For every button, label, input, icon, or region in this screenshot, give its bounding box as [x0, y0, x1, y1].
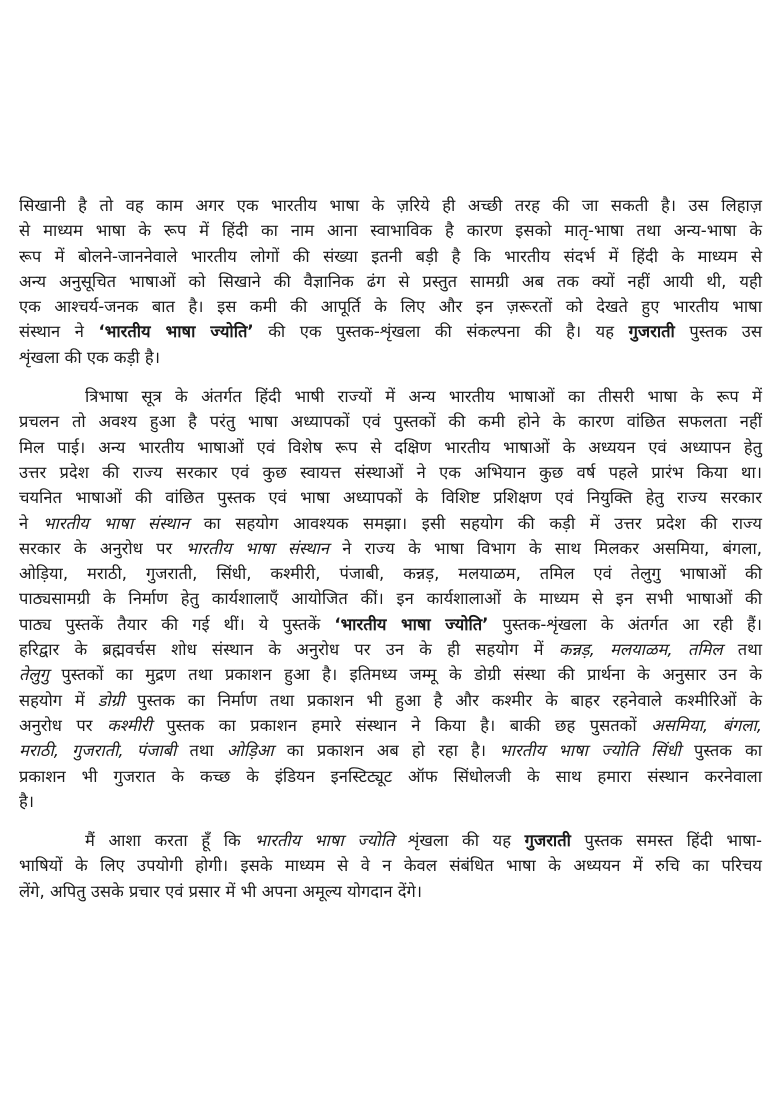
text-line [19, 460, 762, 485]
text-run: का प्रकाशन अब हो रहा है। [273, 741, 500, 761]
italic-text: कन्नड़, मलयाळम, तमिल [558, 640, 723, 660]
text-run: का सहयोग आवश्यक समझा। इसी सहयोग की कड़ी में उत्तर प्रदेश की राज्य [189, 513, 762, 533]
text-line [19, 688, 762, 713]
text-run: शृंखला की यह [394, 831, 525, 851]
italic-text: ओड़िआ [226, 741, 274, 761]
text-line [19, 511, 762, 536]
text-run: पाठ्य पुस्तकें तैयार की गई थीं। ये पुस्तकें [19, 614, 335, 634]
text-line [19, 435, 762, 460]
bold-text: गुजराती [628, 322, 675, 342]
text-run: पाठ्यसामग्री के निर्माण हेतु कार्यशालाएँ आयोजित कीं। इन कार्यशालाओं के माध्यम से इन सभी भाषाओं की [19, 589, 762, 609]
text-run: त्रिभाषा सूत्र के अंतर्गत हिंदी भाषी राज्यों में अन्य भारतीय भाषाओं का तीसरी भाषा के रूप में [85, 387, 762, 407]
text-line [19, 244, 762, 269]
text-line [19, 612, 762, 637]
text-run: शृंखला की एक कड़ी है। [19, 347, 160, 367]
text-run: चयनित भाषाओं की वांछित पुस्तक एवं भाषा अध्यापकों के विशिष्ट प्रशिक्षण एवं नियुक्ति हेतु राज्य सरकार [19, 488, 762, 508]
text-run: पुस्तक का निर्माण तथा प्रकाशन भी हुआ है और कश्मीर के बाहर रहनेवाले कश्मीरिओं के [124, 690, 762, 710]
text-run: अन्य अनुसूचित भाषाओं को सिखाने की वैज्ञानिक ढंग से प्रस्तुत सामग्री अब तक क्यों नहीं आयी थी, यही [19, 271, 762, 291]
text-line [19, 586, 762, 611]
text-line [19, 536, 762, 561]
italic-text: भारतीय भाषा संस्थान [42, 513, 190, 533]
text-line [19, 662, 762, 687]
paragraph [19, 828, 762, 904]
text-line [19, 384, 762, 409]
text-run: एक आश्चर्य-जनक बात है। इस कमी की आपूर्ति के लिए और इन ज़रूरतों को देखते हुए भारतीय भाषा [19, 297, 762, 317]
text-run: भाषियों के लिए उपयोगी होगी। इसके माध्यम से वे न केवल संबंधित भाषा के अध्ययन में रुचि का परिचय [19, 856, 762, 876]
paragraph [19, 384, 762, 814]
text-line [19, 193, 762, 218]
text-run: प्रचलन तो अवश्य हुआ है परंतु भाषा अध्यापकों एवं पुस्तकों की कमी होने के कारण वांछित सफलता नहीं [19, 412, 762, 432]
text-run: पुस्तक-शृंखला के अंतर्गत आ रही हैं। [488, 614, 762, 634]
text-run: की एक पुस्तक-शृंखला की संकल्पना की है। यह [253, 322, 629, 342]
text-run: तथा [176, 741, 227, 761]
text-line [19, 409, 762, 434]
text-run: है। [19, 791, 35, 811]
text-run: मैं आशा करता हूँ कि [85, 831, 255, 851]
text-line [19, 561, 762, 586]
text-line [19, 485, 762, 510]
text-run: पुस्तक का [680, 741, 762, 761]
italic-text: मराठी, गुजराती, पंजाबी [19, 741, 177, 761]
bold-text: ‘भारतीय भाषा ज्योति’ [98, 322, 254, 342]
bold-text: ‘भारतीय भाषा ज्योति’ [334, 614, 489, 634]
text-run: सिखानी है तो वह काम अगर एक भारतीय भाषा के ज़रिये ही अच्छी तरह की जा सकती है। उस लिहाज़ [19, 196, 762, 215]
text-line [19, 345, 762, 370]
text-run: सरकार के अनुरोध पर [19, 538, 186, 558]
italic-text: भारतीय भाषा संस्थान [185, 538, 329, 558]
text-run: हरिद्वार के ब्रह्मवर्चस शोध संस्थान के अनुरोध पर उन के ही सहयोग में [19, 640, 559, 660]
text-line [19, 637, 762, 662]
text-line [19, 879, 762, 904]
paragraph [19, 193, 762, 370]
text-run: ने राज्य के भाषा विभाग के साथ मिलकर असमिया, बंगला, [328, 538, 762, 558]
text-line [19, 853, 762, 878]
text-run: तथा [722, 640, 763, 660]
text-line [19, 319, 762, 344]
text-run: सहयोग में [19, 690, 98, 710]
italic-text: भारतीय भाषा ज्योति [254, 831, 395, 851]
text-run: पुस्तक उस [674, 322, 762, 342]
text-line [19, 828, 762, 853]
text-run: लेंगे, अपितु उसके प्रचार एवं प्रसार में भी अपना अमूल्य योगदान देंगे। [19, 881, 423, 901]
italic-text: डोग्री [97, 690, 125, 710]
italic-text: भारतीय भाषा ज्योति सिंधी [499, 741, 681, 761]
text-line [19, 713, 762, 738]
text-run: ओड़िया, मराठी, गुजराती, सिंधी, कश्मीरी, पंजाबी, कन्नड़, मलयाळम, तमिल एवं तेलुगु भाषाओं की [19, 564, 762, 584]
italic-text: तेलुगु [19, 665, 49, 685]
text-run: पुस्तकों का मुद्रण तथा प्रकाशन हुआ है। इतिमध्य जम्मू के डोग्री संस्था की प्रार्थना के अनुसार उन के [48, 665, 762, 685]
text-run: अनुरोध पर [19, 715, 108, 735]
document-body [19, 193, 762, 918]
text-run: प्रकाशन भी गुजरात के कच्छ के इंडियन इनस्टिट्यूट ऑफ सिंधोलजी के साथ हमारा संस्थान करनेवाला [19, 766, 762, 786]
text-run: रूप में बोलने-जाननेवाले भारतीय लोगों की संख्या इतनी बड़ी है कि भारतीय संदर्भ में हिंदी के माध्यम से [19, 246, 762, 266]
text-line [19, 738, 762, 763]
text-run: मिल पाई। अन्य भारतीय भाषाओं एवं विशेष रूप से दक्षिण भारतीय भाषाओं के अध्ययन एवं अध्यापन हेतु [19, 437, 762, 457]
text-run: संस्थान ने [19, 322, 99, 342]
text-line [19, 789, 762, 814]
text-run: पुस्तक समस्त हिंदी भाषा- [570, 831, 762, 851]
text-line [19, 764, 762, 789]
text-run: पुस्तक का प्रकाशन हमारे संस्थान ने किया है। बाकी छह पुसतकों [151, 715, 652, 735]
text-line [19, 269, 762, 294]
italic-text: कश्मीरी [107, 715, 152, 735]
text-line [19, 218, 762, 243]
text-run: उत्तर प्रदेश की राज्य सरकार एवं कुछ स्वायत्त संस्थाओं ने एक अभियान कुछ वर्ष पहले प्रारंभ किया था। [19, 462, 762, 482]
italic-text: असमिया, बंगला, [651, 715, 763, 735]
text-run: ने [19, 513, 43, 533]
text-line [19, 294, 762, 319]
bold-text: गुजराती [524, 831, 571, 851]
text-run: से माध्यम भाषा के रूप में हिंदी का नाम आना स्वाभाविक है कारण इसको मातृ-भाषा तथा अन्य-भाषा के [19, 221, 762, 241]
